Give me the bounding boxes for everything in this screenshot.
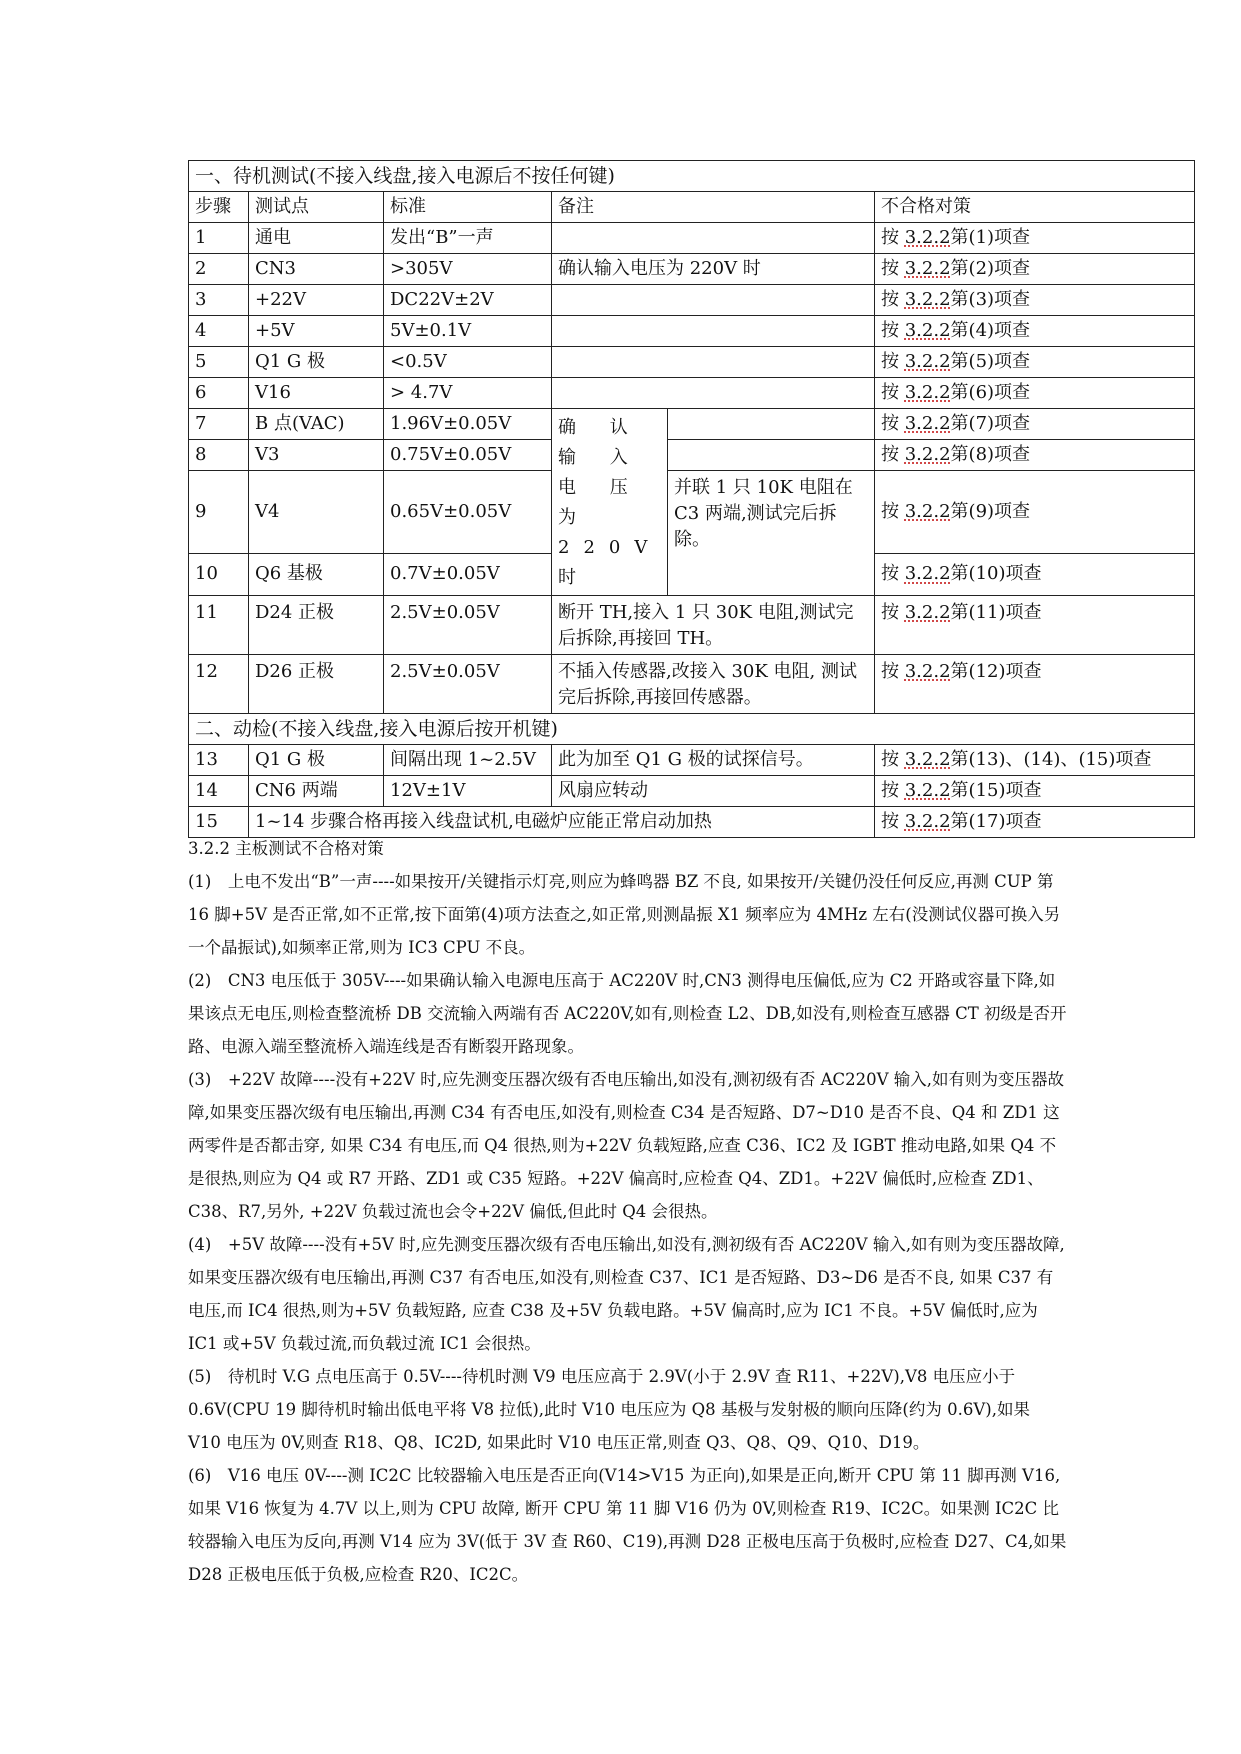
section-row: [189, 161, 1195, 192]
fix-cell: [875, 409, 1195, 440]
table-row: [189, 316, 1195, 347]
step-cell: 2: [189, 254, 249, 285]
point-cell: +5V: [249, 316, 384, 347]
std-cell: 5V±0.1V: [384, 316, 552, 347]
point-cell: CN3: [249, 254, 384, 285]
fix-cell: [875, 254, 1195, 285]
fix-ref: 3.2.2: [904, 258, 951, 279]
step-cell: 1: [189, 223, 249, 254]
point-cell: 通电: [249, 223, 384, 254]
fix-post: 第(3)项查: [950, 289, 1031, 310]
std-cell: 1.96V±0.05V: [384, 409, 552, 440]
fix-ref: 3.2.2: [904, 661, 951, 682]
point-cell: V3: [249, 440, 384, 471]
section-title: 二、动检(不接入线盘,接入电源后按开机键): [189, 714, 1195, 745]
table-row: [189, 347, 1195, 378]
std-cell: DC22V±2V: [384, 285, 552, 316]
span-cell: 1~14 步骤合格再接入线盘试机,电磁炉应能正常启动加热: [249, 807, 875, 838]
std-cell: 2.5V±0.05V: [384, 655, 552, 714]
fix-cell: [875, 471, 1195, 554]
fix-pre: 按: [881, 780, 899, 801]
fix-post: 第(13)、(14)、(15)项查: [950, 749, 1152, 770]
fix-ref: 3.2.2: [904, 320, 951, 341]
fix-pre: 按: [881, 351, 899, 372]
point-cell: D24 正极: [249, 596, 384, 655]
fix-pre: 按: [881, 258, 899, 279]
paragraph-2: (2) CN3 电压低于 305V----如果确认输入电源电压高于 AC220V 时,CN3 测得电压偏低,应为 C2 开路或容量下降,如果该点无电压,则检查整流桥 DB 交流输入两端有否 AC220V,如有,则检查 L2、DB,如没有,则检查互感器 CT 初级是否开路、电源入端至整流桥入端连线是否有断裂开路现象。: [188, 971, 1067, 1056]
point-cell: Q1 G 极: [249, 745, 384, 776]
std-cell: > 4.7V: [384, 378, 552, 409]
note-cell: [552, 378, 875, 409]
step-cell: 14: [189, 776, 249, 807]
step-cell: 5: [189, 347, 249, 378]
fix-ref: 3.2.2: [904, 602, 951, 623]
fix-cell: [875, 596, 1195, 655]
fix-post: 第(2)项查: [950, 258, 1031, 279]
step-cell: 6: [189, 378, 249, 409]
fix-ref: 3.2.2: [904, 227, 951, 248]
fix-cell: [875, 285, 1195, 316]
point-cell: Q6 基极: [249, 553, 384, 596]
fix-pre: 按: [881, 289, 899, 310]
table-row: [189, 440, 1195, 471]
fix-pre: 按: [881, 413, 899, 434]
fix-pre: 按: [881, 661, 899, 682]
fix-cell: [875, 440, 1195, 471]
step-cell: 9: [189, 471, 249, 554]
point-cell: D26 正极: [249, 655, 384, 714]
step-cell: 7: [189, 409, 249, 440]
header-point: 测试点: [249, 192, 384, 223]
fix-pre: 按: [881, 227, 899, 248]
section-heading: 3.2.2 主板测试不合格对策: [188, 839, 384, 858]
table-row: [189, 776, 1195, 807]
section-row: [189, 714, 1195, 745]
note-cell: 断开 TH,接入 1 只 30K 电阻,测试完后拆除,再接回 TH。: [552, 596, 875, 655]
fix-ref: 3.2.2: [904, 749, 951, 770]
fix-pre: 按: [881, 749, 899, 770]
fix-ref: 3.2.2: [904, 413, 951, 434]
std-cell: 0.75V±0.05V: [384, 440, 552, 471]
paragraph-5: (5) 待机时 V.G 点电压高于 0.5V----待机时测 V9 电压应高于 2.9V(小于 2.9V 查 R11、+22V),V8 电压应小于 0.6V(CPU 19 脚待机时输出低电平将 V8 拉低),此时 V10 电压应为 Q8 基极与发射极的顺向压降(约为 0.6V),如果 V10 电压为 0V,则查 R18、Q8、IC2D, 如果此时 V10 电压正常,则查 Q3、Q8、Q9、Q10、D19。: [188, 1367, 1030, 1452]
step-cell: 13: [189, 745, 249, 776]
test-table: [188, 160, 1195, 838]
fix-pre: 按: [881, 500, 899, 522]
fix-post: 第(1)项查: [950, 227, 1031, 248]
step-cell: 15: [189, 807, 249, 838]
note-cell: 此为加至 Q1 G 极的试探信号。: [552, 745, 875, 776]
step-cell: 3: [189, 285, 249, 316]
fix-post: 第(12)项查: [950, 661, 1042, 682]
fix-post: 第(5)项查: [950, 351, 1031, 372]
fault-section: [188, 832, 1068, 1591]
table-row: [189, 223, 1195, 254]
step-cell: 4: [189, 316, 249, 347]
fix-pre: 按: [881, 811, 899, 832]
paragraph-3: (3) +22V 故障----没有+22V 时,应先测变压器次级有否电压输出,如没有,测初级有否 AC220V 输入,如有则为变压器故障,如果变压器次级有电压输出,再测 C34 有否电压,如没有,则检查 C34 是否短路、D7~D10 是否不良、Q4 和 ZD1 这两零件是否都击穿, 如果 C34 有电压,而 Q4 很热,则为+22V 负载短路,应查 C36、IC2 及 IGBT 推动电路,如果 Q4 不是很热,则应为 Q4 或 R7 开路、ZD1 或 C35 短路。+22V 偏高时,应检查 Q4、ZD1。+22V 偏低时,应检查 ZD1、C38、R7,另外, +22V 负载过流也会令+22V 偏低,但此时 Q4 会很热。: [188, 1070, 1065, 1221]
table-row: [189, 596, 1195, 655]
header-row: [189, 192, 1195, 223]
fix-cell: [875, 347, 1195, 378]
paragraph-1: (1) 上电不发出“B”一声----如果按开/关键指示灯亮,则应为蜂鸣器 BZ 不良, 如果按开/关键仍没任何反应,再测 CUP 第 16 脚+5V 是否正常,如不正常,按下面第(4)项方法查之,如正常,则测晶振 X1 频率应为 4MHz 左右(没测试仪器可换入另一个晶振试),如频率正常,则为 IC3 CPU 不良。: [188, 872, 1061, 957]
fix-cell: [875, 223, 1195, 254]
fix-ref: 3.2.2: [904, 351, 951, 372]
fix-post: 第(9)项查: [950, 500, 1031, 522]
std-cell: 0.65V±0.05V: [384, 471, 552, 554]
fix-ref: 3.2.2: [904, 811, 951, 832]
fix-pre: 按: [881, 382, 899, 403]
merged-note-cell: 并联 1 只 10K 电阻在 C3 两端,测试完后拆除。: [668, 471, 875, 596]
std-cell: >305V: [384, 254, 552, 285]
note-cell: [668, 440, 875, 471]
table-row: [189, 471, 1195, 554]
fix-post: 第(15)项查: [950, 780, 1042, 801]
fix-ref: 3.2.2: [904, 563, 951, 585]
std-cell: <0.5V: [384, 347, 552, 378]
fix-post: 第(10)项查: [950, 563, 1042, 585]
fix-post: 第(17)项查: [950, 811, 1042, 832]
table-row: [189, 254, 1195, 285]
step-cell: 10: [189, 553, 249, 596]
paragraph-6: (6) V16 电压 0V----测 IC2C 比较器输入电压是否正向(V14>V15 为正向),如果是正向,断开 CPU 第 11 脚再测 V16,如果 V16 恢复为 4.7V 以上,则为 CPU 故障, 断开 CPU 第 11 脚 V16 仍为 0V,则检查 R19、IC2C。如果测 IC2C 比较器输入电压为反向,再测 V14 应为 3V(低于 3V 查 R60、C19),再测 D28 正极电压高于负极时,应检查 D27、C4,如果 D28 正极电压低于负极,应检查 R20、IC2C。: [188, 1466, 1067, 1584]
std-cell: 间隔出现 1~2.5V: [384, 745, 552, 776]
note-cell: [668, 409, 875, 440]
point-cell: V4: [249, 471, 384, 554]
fix-cell: [875, 655, 1195, 714]
point-cell: B 点(VAC): [249, 409, 384, 440]
fix-ref: 3.2.2: [904, 289, 951, 310]
fix-cell: [875, 553, 1195, 596]
fix-post: 第(6)项查: [950, 382, 1031, 403]
table-row: [189, 655, 1195, 714]
fix-pre: 按: [881, 602, 899, 623]
fix-pre: 按: [881, 444, 899, 465]
section-title: 一、待机测试(不接入线盘,接入电源后不按任何键): [189, 161, 1195, 192]
merged-note-cell: 确 认 输 入 电 压 为 220V 时: [552, 409, 668, 596]
step-cell: 11: [189, 596, 249, 655]
fix-post: 第(11)项查: [950, 602, 1042, 623]
note-cell: [552, 316, 875, 347]
point-cell: V16: [249, 378, 384, 409]
fix-ref: 3.2.2: [904, 382, 951, 403]
table-row: [189, 745, 1195, 776]
std-cell: 0.7V±0.05V: [384, 553, 552, 596]
fix-post: 第(4)项查: [950, 320, 1031, 341]
point-cell: CN6 两端: [249, 776, 384, 807]
fix-cell: [875, 316, 1195, 347]
table-row: [189, 285, 1195, 316]
std-cell: 2.5V±0.05V: [384, 596, 552, 655]
fix-ref: 3.2.2: [904, 780, 951, 801]
fix-cell: [875, 378, 1195, 409]
step-cell: 12: [189, 655, 249, 714]
fix-post: 第(7)项查: [950, 413, 1031, 434]
point-cell: +22V: [249, 285, 384, 316]
point-cell: Q1 G 极: [249, 347, 384, 378]
note-cell: [552, 285, 875, 316]
fix-post: 第(8)项查: [950, 444, 1031, 465]
note-cell: [552, 347, 875, 378]
fix-cell: [875, 776, 1195, 807]
header-note: 备注: [552, 192, 875, 223]
header-step: 步骤: [189, 192, 249, 223]
note-cell: 确认输入电压为 220V 时: [552, 254, 875, 285]
std-cell: 发出“B”一声: [384, 223, 552, 254]
step-cell: 8: [189, 440, 249, 471]
paragraph-4: (4) +5V 故障----没有+5V 时,应先测变压器次级有否电压输出,如没有,测初级有否 AC220V 输入,如有则为变压器故障, 如果变压器次级有电压输出,再测 C37 有否电压,如没有,则检查 C37、IC1 是否短路、D3~D6 是否不良, 如果 C37 有电压,而 IC4 很热,则为+5V 负载短路, 应查 C38 及+5V 负载电路。+5V 偏高时,应为 IC1 不良。+5V 偏低时,应为 IC1 或+5V 负载过流,而负载过流 IC1 会很热。: [188, 1235, 1065, 1353]
note-cell: 不插入传感器,改接入 30K 电阻, 测试完后拆除,再接回传感器。: [552, 655, 875, 714]
header-standard: 标准: [384, 192, 552, 223]
std-cell: 12V±1V: [384, 776, 552, 807]
fix-pre: 按: [881, 563, 899, 585]
fix-cell: [875, 745, 1195, 776]
header-fix: 不合格对策: [875, 192, 1195, 223]
fix-ref: 3.2.2: [904, 444, 951, 465]
table-row: [189, 409, 1195, 440]
fix-pre: 按: [881, 320, 899, 341]
fix-ref: 3.2.2: [904, 500, 951, 522]
table-row: [189, 378, 1195, 409]
note-cell: 风扇应转动: [552, 776, 875, 807]
note-cell: [552, 223, 875, 254]
